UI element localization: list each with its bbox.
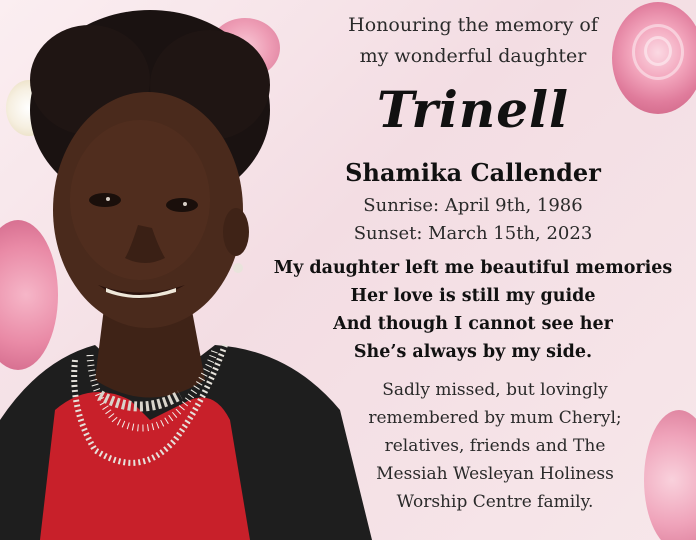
full-name: Shamika Callender [345,158,601,187]
closing-line-5: Worship Centre family. [396,492,594,512]
poem-line-2: Her love is still my guide [350,286,596,306]
poem-line-4: She’s always by my side. [353,342,593,362]
poem-line-1: My daughter left me beautiful memories [273,258,673,278]
intro-line-1: Honouring the memory of [348,14,598,36]
sunset-date: Sunset: March 15th, 2023 [353,223,593,244]
closing-line-2: remembered by mum Cheryl; [368,408,622,428]
sunrise-date: Sunrise: April 9th, 1986 [363,195,583,216]
poem-line-3: And though I cannot see her [333,314,613,334]
closing-line-3: relatives, friends and The [384,436,606,456]
intro-line-2: my wonderful daughter [359,45,587,67]
nickname: Trinell [376,80,570,139]
closing-line-1: Sadly missed, but lovingly [382,380,608,400]
closing-line-4: Messiah Wesleyan Holiness [376,464,614,484]
